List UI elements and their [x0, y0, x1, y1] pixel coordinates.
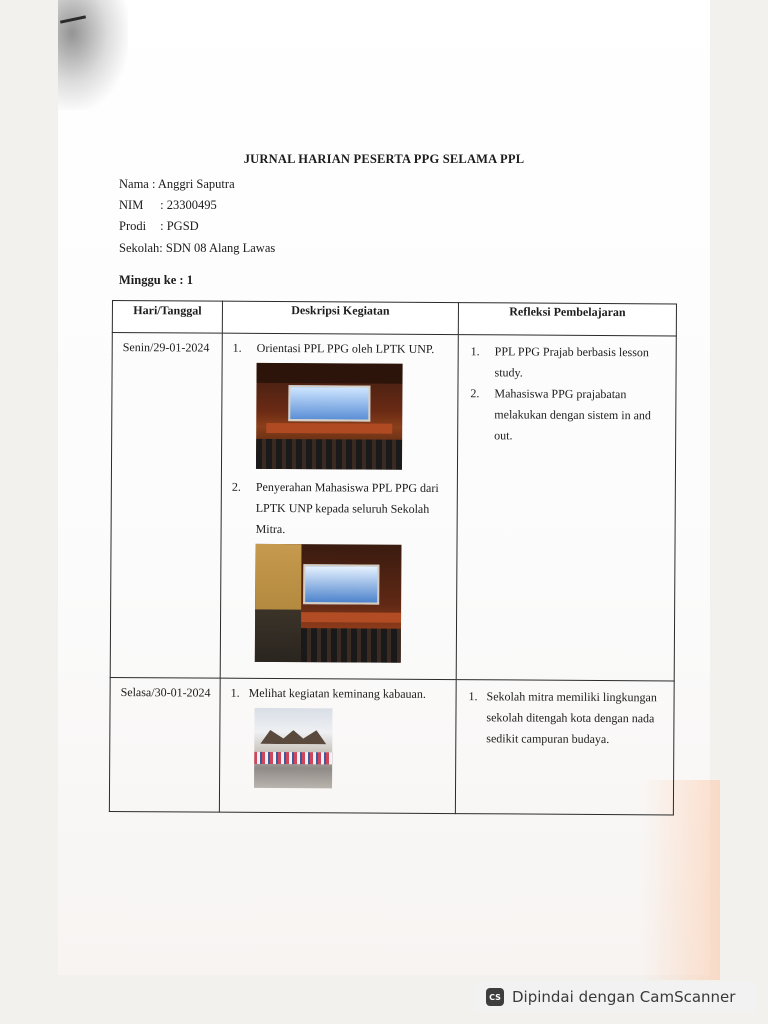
- column-header-day: Hari/Tanggal: [112, 301, 222, 334]
- handover-photo: [255, 544, 402, 663]
- description-cell: [220, 333, 458, 679]
- description-cell: [219, 678, 456, 813]
- item-number: 1.: [468, 689, 478, 704]
- camscanner-watermark: [474, 982, 756, 1012]
- item-text: Mahasiswa PPG prajabatan melakukan dengan sistem in and out.: [494, 386, 651, 443]
- day-cell: Senin/29-01-2024: [110, 333, 222, 679]
- field-sekolah: [119, 241, 275, 256]
- field-label: Sekolah:: [119, 241, 163, 255]
- orientation-photo: [256, 363, 403, 470]
- item-text: Melihat kegiatan keminang kabauan.: [248, 685, 426, 701]
- table-header-row: [112, 301, 676, 336]
- field-label: Nama: [119, 177, 149, 191]
- item-number: 1.: [470, 344, 480, 359]
- field-label: NIM: [119, 198, 144, 212]
- table-row: [110, 333, 676, 681]
- table-row: [109, 677, 674, 814]
- reflection-item: [470, 383, 669, 447]
- reflection-item: [470, 341, 669, 384]
- item-number: 2.: [231, 479, 241, 494]
- week-label: Minggu ke : 1: [119, 273, 193, 287]
- item-text: Penyerahan Mahasiswa PPL PPG dari LPTK UNP kepada seluruh Sekolah Mitra.: [255, 479, 439, 537]
- field-nim: [119, 198, 217, 213]
- day-cell: Selasa/30-01-2024: [109, 677, 220, 812]
- field-nama: [119, 177, 235, 192]
- item-number: 2.: [470, 386, 480, 401]
- activity-item: [232, 477, 451, 541]
- column-header-reflection: Refleksi Pembelajaran: [458, 303, 676, 336]
- field-label: Prodi: [119, 219, 147, 233]
- item-text: Orientasi PPL PPG oleh LPTK UNP.: [256, 340, 435, 356]
- reflection-item: [468, 686, 667, 750]
- item-number: 1.: [232, 340, 242, 355]
- reflection-cell: [456, 335, 676, 681]
- item-text: PPL PPG Prajab berbasis lesson study.: [494, 344, 649, 380]
- reflection-cell: [455, 680, 674, 815]
- item-text: Sekolah mitra memiliki lingkungan sekolah ditengah kota dengan nada sedikit campuran budaya.: [486, 689, 657, 747]
- watermark-text: Dipindai dengan CamScanner: [512, 988, 736, 1006]
- scan-shadow: [58, 0, 128, 110]
- field-value: SDN 08 Alang Lawas: [165, 241, 276, 255]
- field-prodi: [119, 219, 199, 234]
- field-value: : Anggri Saputra: [151, 177, 235, 191]
- journal-table: [109, 300, 677, 815]
- field-value: : PGSD: [160, 219, 199, 233]
- activity-item: [231, 683, 450, 705]
- cultural-activity-photo: [254, 708, 332, 788]
- field-value: : 23300495: [160, 198, 217, 212]
- item-number: 1.: [230, 685, 240, 700]
- activity-item: [233, 338, 452, 360]
- camscanner-logo-icon: CS: [486, 988, 504, 1006]
- document-title: JURNAL HARIAN PESERTA PPG SELAMA PPL: [243, 152, 525, 166]
- column-header-description: Deskripsi Kegiatan: [222, 301, 458, 334]
